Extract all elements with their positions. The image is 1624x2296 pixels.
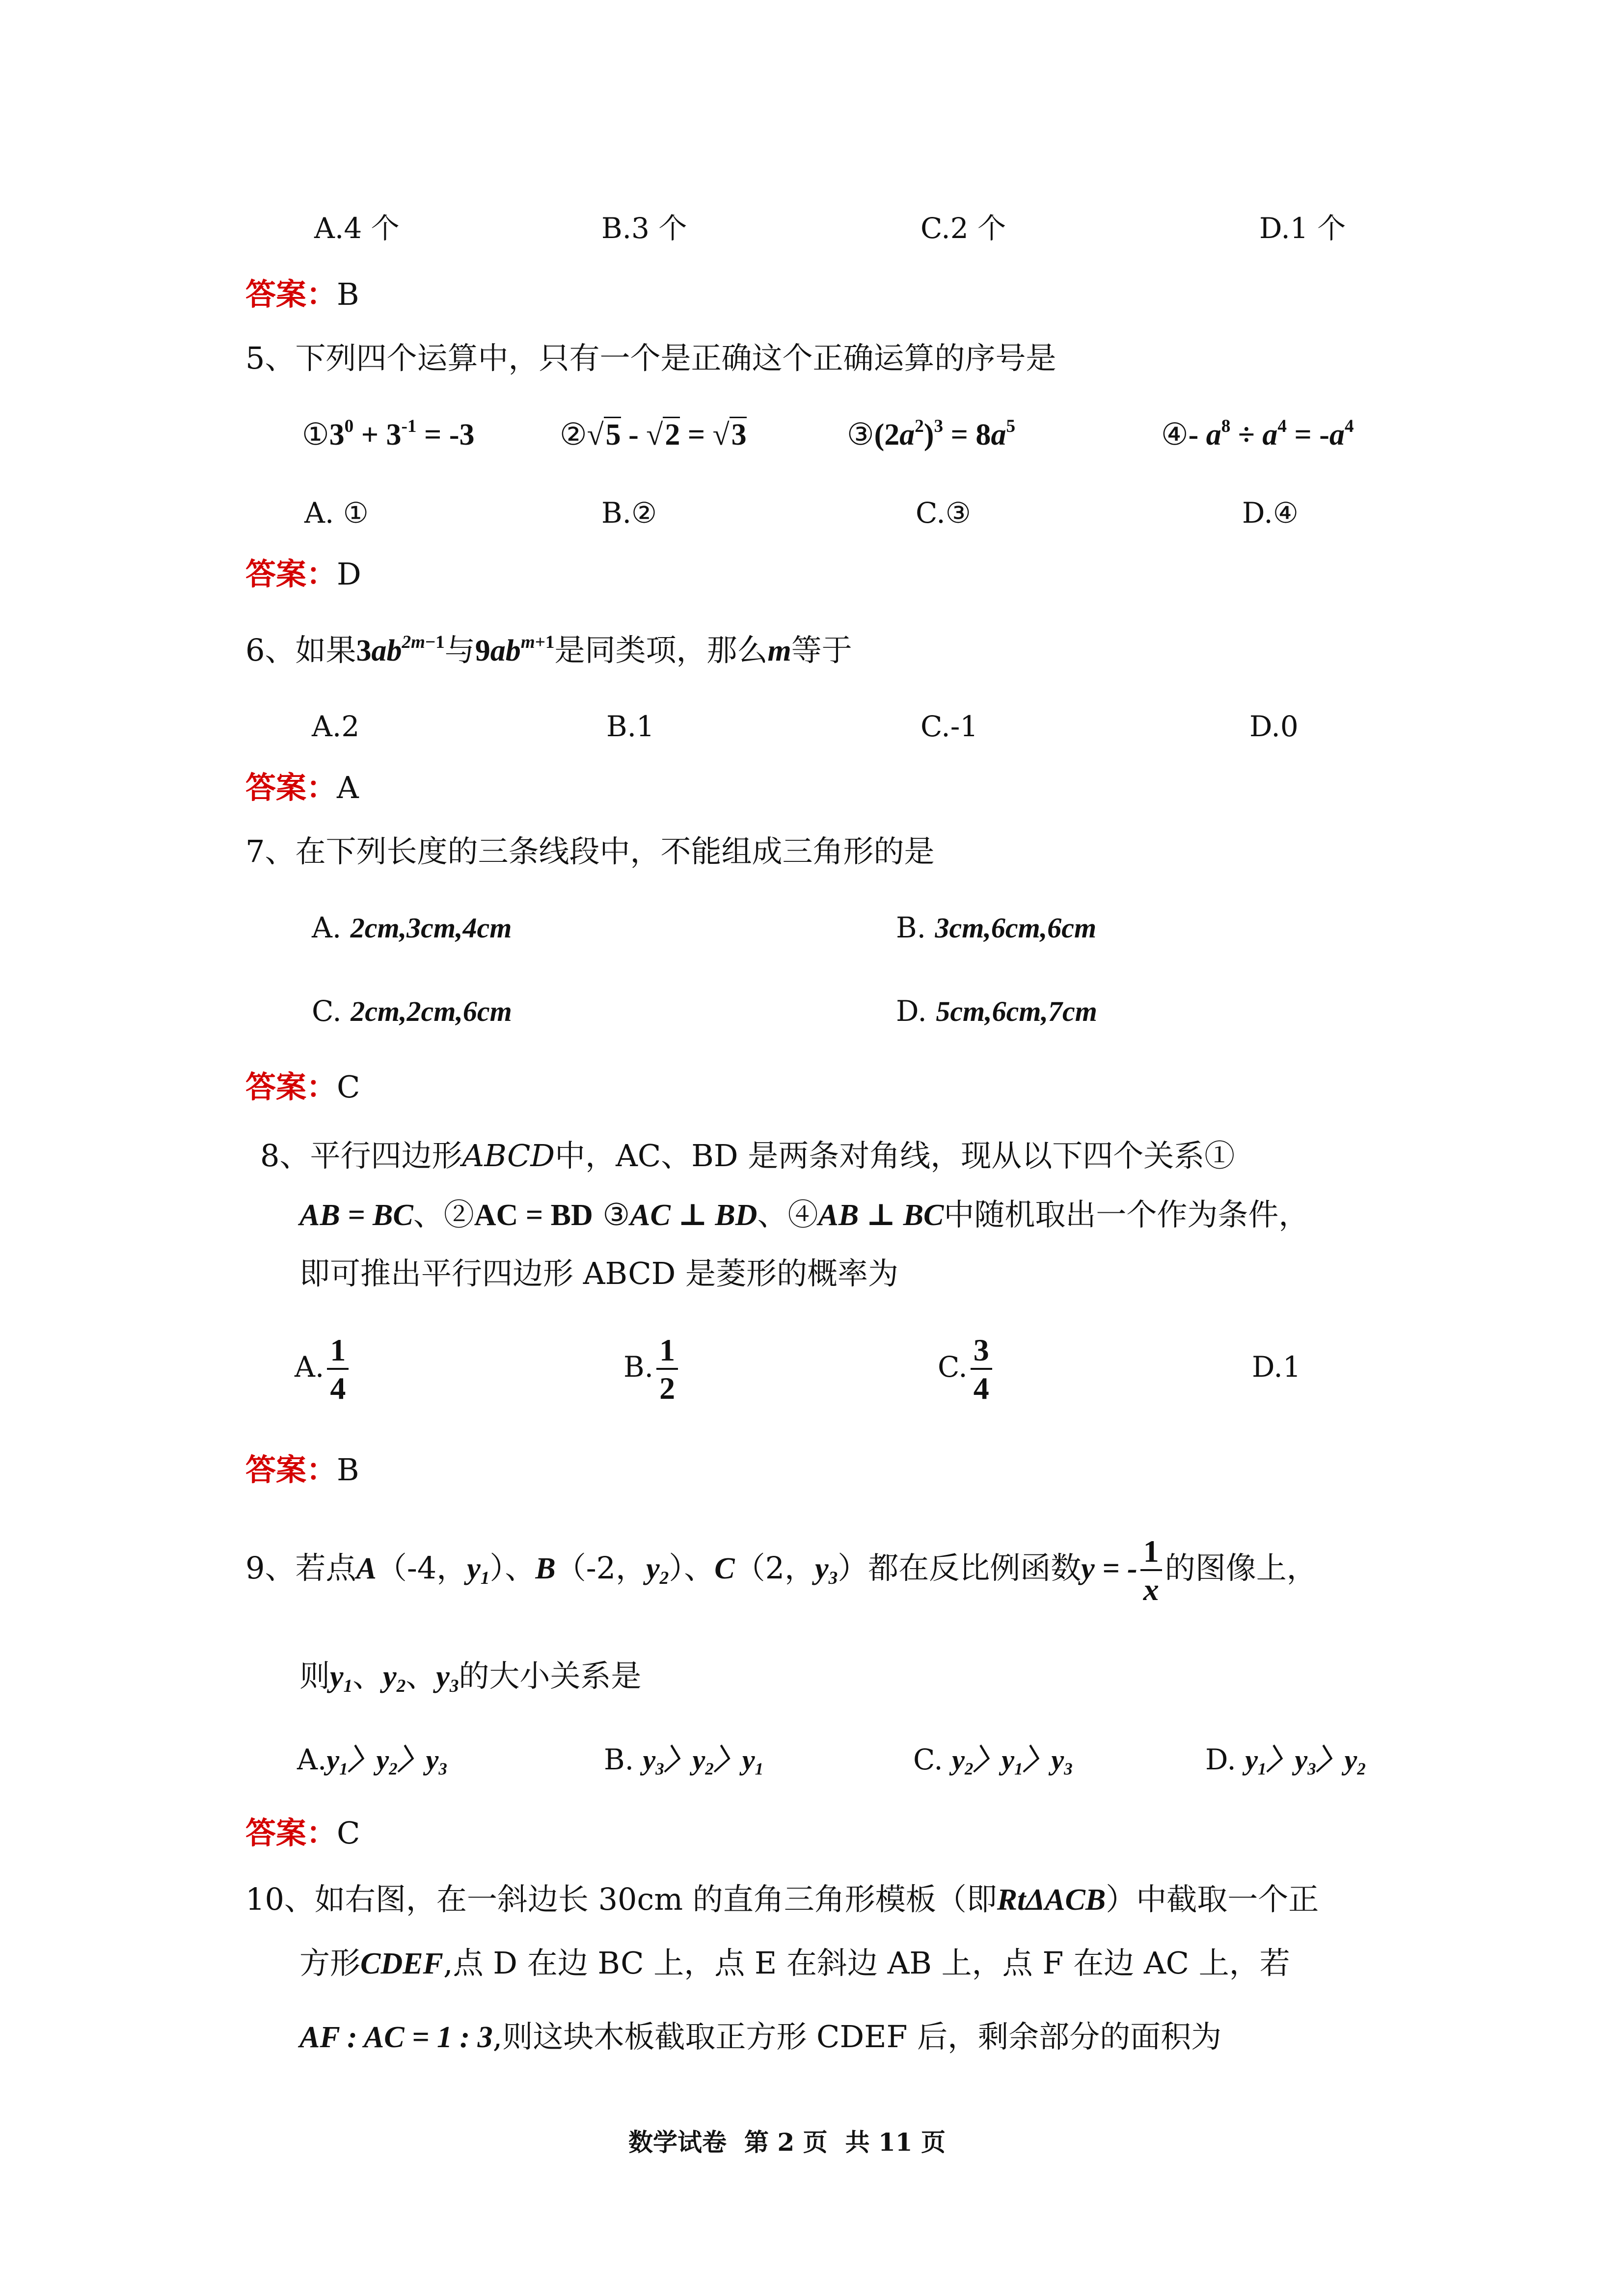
q6-option-b: B.1: [606, 710, 654, 743]
q8-option-a: A. $\frac{1}{4}$: [295, 1328, 352, 1406]
q10-line-2: 方形CDEF,点 D 在边 BC 上，点 E 在斜边 AB 上，点 F 在边 AC 上，若: [299, 1945, 1290, 1981]
q9-option-c: C. $y_2$〉$y_1$〉$y_3$: [913, 1743, 1073, 1779]
q5-formula-3: $③(2a^2)^3 = 8a^5$: [847, 416, 1016, 452]
q4-answer: 答案：B: [245, 276, 359, 312]
footer-page: 第 2 页: [744, 2128, 828, 2157]
q10-line-3: AF : AC = 1 : 3,则这块木板截取正方形 CDEF 后，剩余部分的面积为: [299, 2019, 1222, 2055]
q7-option-b: B. 3cm,6cm,6cm: [896, 911, 1097, 944]
q6-option-a: A.2: [312, 710, 360, 743]
q5-formula-1: $①3^0 + 3^{-1} = -3$: [302, 416, 475, 452]
q4-option-c: C.2 个: [920, 212, 1006, 245]
q8-line-2: AB = BC、②AC = BD ③AC ⊥ BD、④AB ⊥ BC中随机取出一个作为条件，: [299, 1197, 1309, 1232]
q8-line-3: 即可推出平行四边形 ABCD 是菱形的概率为: [299, 1255, 899, 1291]
q5-formula-4: ④- $a^8 \div a^4 = -a^4$: [1161, 416, 1354, 452]
q4-option-a: A.4 个: [314, 212, 400, 245]
q6-option-c: C.-1: [920, 710, 978, 743]
q6-option-d: D.0: [1249, 710, 1299, 743]
q5-option-c: C.③: [916, 496, 971, 530]
q6-answer: 答案：A: [245, 770, 359, 805]
q7-answer: 答案：C: [245, 1069, 360, 1105]
q9-answer: 答案：C: [245, 1815, 360, 1851]
q9-option-d: D. $y_1$〉$y_3$〉$y_2$: [1205, 1743, 1366, 1779]
q5-formula-2: ②√5 - √2 = √3: [560, 416, 747, 452]
q8-option-d: D.1: [1252, 1350, 1301, 1384]
q6-stem: 6、如果$3ab^{2m-1}$与$9ab^{m+1}$是同类项，那么m等于: [245, 632, 852, 668]
q5-stem: 5、下列四个运算中，只有一个是正确这个正确运算的序号是: [245, 340, 1056, 376]
q9-option-a: $A.y_1$〉$y_2$〉$y_3$: [297, 1743, 447, 1779]
q10-line-1: 10、如右图，在一斜边长 30cm 的直角三角形模板（即RtΔACB）中截取一个正: [245, 1881, 1319, 1917]
footer-total: 共 11 页: [845, 2128, 946, 2157]
q8-answer: 答案：B: [245, 1452, 359, 1488]
q5-option-b: B.②: [601, 496, 657, 530]
q9-option-b: B. $y_3$〉$y_2$〉$y_1$: [604, 1743, 763, 1779]
q7-option-a: A. 2cm,3cm,4cm: [312, 911, 512, 944]
q8-line-1: 8、平行四边形ABCD中，AC、BD 是两条对角线，现从以下四个关系①: [260, 1138, 1235, 1174]
footer-subject: 数学试卷: [628, 2128, 727, 2157]
q5-answer: 答案：D: [245, 556, 361, 592]
q4-option-b: B.3 个: [601, 212, 687, 245]
q7-option-d: D. 5cm,6cm,7cm: [896, 994, 1097, 1028]
q7-stem: 7、在下列长度的三条线段中，不能组成三角形的是: [245, 833, 935, 869]
q5-option-d: D.④: [1242, 496, 1299, 530]
q9-line-1: 9、若点A（-4，$y_1$）、B（-2，$y_2$）、C（2，$y_3$）都在反比例函数y = - $\frac{1}{x}$ 的图像上，: [245, 1533, 1317, 1607]
q5-option-a: A. ①: [304, 496, 369, 530]
q4-option-d: D.1 个: [1259, 212, 1346, 245]
page-footer: [628, 2123, 963, 2158]
q8-option-c: C. $\frac{3}{4}$: [938, 1328, 995, 1406]
q7-option-c: C. 2cm,2cm,6cm: [312, 994, 512, 1028]
q8-option-b: B. $\frac{1}{2}$: [623, 1328, 681, 1406]
q9-line-2: 则$y_1$、$y_2$、$y_3$的大小关系是: [299, 1658, 642, 1697]
